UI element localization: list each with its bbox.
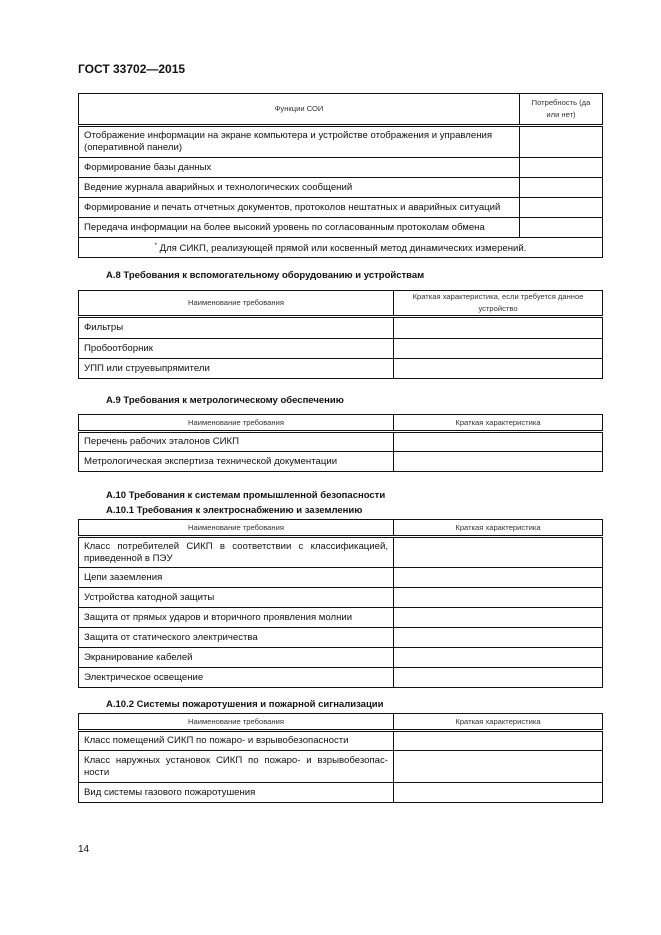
section-heading: А.9 Требования к метрологическому обеспечению [106, 395, 344, 406]
subsection-heading: А.10.1 Требования к электроснабжению и заземлению [106, 505, 363, 516]
cell: Электрическое освещение [79, 668, 394, 688]
cell [394, 432, 603, 452]
cell: Класс потребителей СИКП в соответствии с классификацией, приведенной в ПЭУ [79, 537, 394, 568]
cell [394, 317, 603, 339]
col-header: Краткая характеристика [394, 415, 603, 432]
cell: Защита от статического электричества [79, 628, 394, 648]
table-a10-2 [78, 713, 603, 803]
cell: Вид системы газового пожаротушения [79, 783, 394, 803]
table-soi-functions [78, 93, 603, 258]
table-row [79, 158, 603, 178]
footnote-text: Для СИКП, реализующей прямой или косвенный метод динамических измерений. [159, 243, 527, 255]
cell [520, 158, 603, 178]
cell [394, 339, 603, 359]
table-row [79, 452, 603, 472]
section-heading: А.8 Требования к вспомогательному оборудованию и устройствам [106, 270, 425, 281]
table-row [79, 339, 603, 359]
table-row [79, 359, 603, 379]
table-row [79, 783, 603, 803]
subsection-heading: А.10.2 Системы пожаротушения и пожарной сигнализации [106, 699, 384, 710]
cell [394, 668, 603, 688]
cell: УПП или струевыпрямители [79, 359, 394, 379]
table-row [79, 218, 603, 238]
cell: Экранирование кабелей [79, 648, 394, 668]
col-header: Функции СОИ [79, 94, 520, 126]
table-row [79, 668, 603, 688]
table-row [79, 588, 603, 608]
table-row [79, 432, 603, 452]
cell [394, 568, 603, 588]
cell [394, 648, 603, 668]
cell [394, 608, 603, 628]
cell [520, 198, 603, 218]
table-a9 [78, 414, 603, 472]
cell: Устройства катодной защиты [79, 588, 394, 608]
cell [394, 628, 603, 648]
cell: Цепи заземления [79, 568, 394, 588]
col-header: Потребность (да или нет) [520, 94, 603, 126]
cell [394, 359, 603, 379]
cell [394, 751, 603, 783]
cell [394, 588, 603, 608]
table-row [79, 178, 603, 198]
col-header: Краткая характеристика [394, 520, 603, 537]
col-header: Наименование требования [79, 415, 394, 432]
col-header: Краткая характеристика, если требуется данное устройство [394, 291, 603, 317]
document-title: ГОСТ 33702—2015 [78, 62, 186, 76]
col-header: Наименование требования [79, 520, 394, 537]
table-a8 [78, 290, 603, 379]
table-row [79, 751, 603, 783]
cell [520, 178, 603, 198]
cell: Формирование базы данных [79, 158, 520, 178]
table-a10-1 [78, 519, 603, 688]
table-row [79, 628, 603, 648]
cell: Формирование и печать отчетных документов, протоколов нештатных и аварийных ситуаций [79, 198, 520, 218]
table-row [79, 126, 603, 158]
cell: Пробоотборник [79, 339, 394, 359]
cell: Фильтры [79, 317, 394, 339]
cell: Передача информации на более высокий уровень по согласованным протоколам обмена [79, 218, 520, 238]
table-row [79, 568, 603, 588]
cell [394, 731, 603, 751]
col-header: Наименование требования [79, 714, 394, 731]
cell [394, 783, 603, 803]
col-header: Краткая характеристика [394, 714, 603, 731]
section-heading: А.10 Требования к системам промышленной безопасности [106, 490, 386, 501]
footnote-mark: * [154, 242, 157, 249]
cell: Класс помещений СИКП по пожаро- и взрывобезопасности [79, 731, 394, 751]
table-row [79, 648, 603, 668]
cell: Перечень рабочих эталонов СИКП [79, 432, 394, 452]
cell [394, 537, 603, 568]
table-row [79, 317, 603, 339]
cell: Класс наружных установок СИКП по пожаро- и взрывобезопас-ности [79, 751, 394, 783]
table-row [79, 198, 603, 218]
cell: Отображение информации на экране компьютера и устройстве отображения и управления (оперативной панели) [79, 126, 520, 158]
cell [520, 218, 603, 238]
footnote-row [79, 238, 603, 258]
col-header: Наименование требования [79, 291, 394, 317]
page-number: 14 [78, 844, 90, 855]
cell [394, 452, 603, 472]
footnote [79, 238, 603, 258]
table-row [79, 731, 603, 751]
table-row [79, 608, 603, 628]
cell: Метрологическая экспертиза технической документации [79, 452, 394, 472]
table-row [79, 537, 603, 568]
cell: Защита от прямых ударов и вторичного проявления молнии [79, 608, 394, 628]
cell [520, 126, 603, 158]
cell: Ведение журнала аварийных и технологических сообщений [79, 178, 520, 198]
